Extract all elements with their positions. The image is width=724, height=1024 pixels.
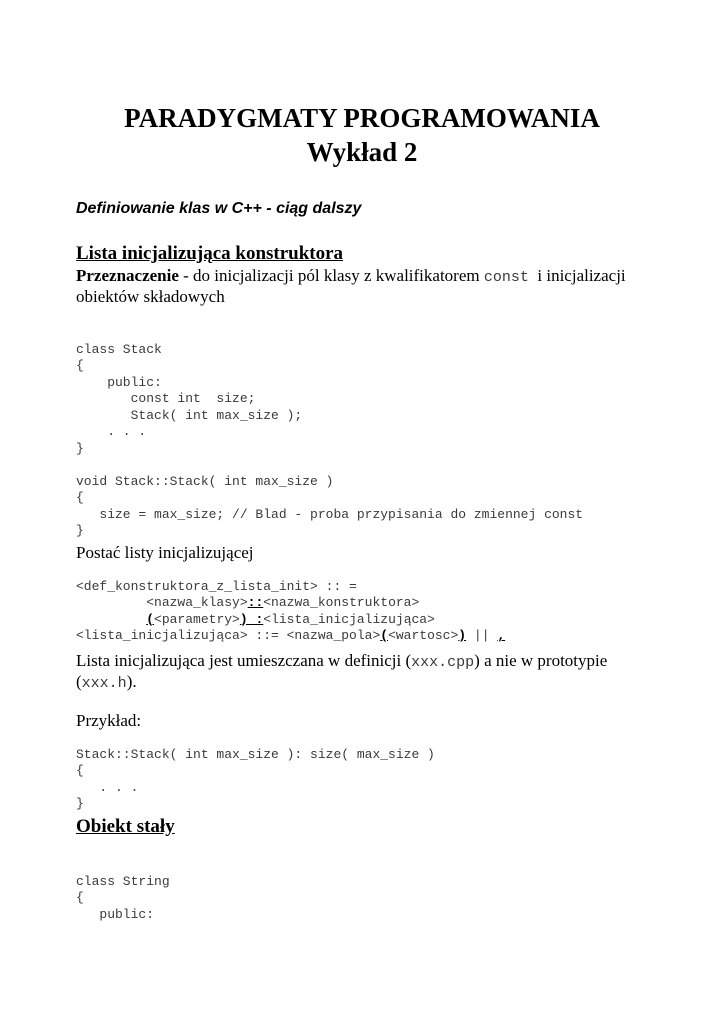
indent: [76, 612, 146, 627]
grammar-token-comma: ,: [497, 628, 506, 643]
note-code-h: xxx.h: [81, 675, 127, 692]
note-paragraph-line2: [76, 671, 137, 694]
code-line: {: [76, 358, 84, 373]
code-line: class String: [76, 873, 170, 889]
note-paragraph: [76, 650, 607, 673]
grammar-token: <lista_inicjalizująca> ::= <nazwa_pola>: [76, 628, 381, 643]
code-line: const int size;: [76, 391, 256, 406]
code-line: }: [76, 440, 84, 456]
grammar-token: <nazwa_klasy>: [146, 595, 248, 610]
note-text: ) a nie w prototypie: [474, 651, 608, 670]
subtitle: Definiowanie klas w C++ - ciąg dalszy: [76, 200, 362, 217]
note-text: ).: [126, 672, 137, 691]
note-text: Lista inicjalizująca jest umieszczana w definicji (: [76, 651, 412, 670]
note-code-cpp: xxx.cpp: [411, 654, 475, 671]
code-line: }: [76, 523, 84, 538]
page-title: PARADYGMATY PROGRAMOWANIA: [124, 103, 600, 133]
section-heading-const-object: Obiekt stały: [76, 816, 175, 837]
code-block-class-stack: [76, 325, 302, 457]
grammar-token: <parametry>: [154, 611, 240, 627]
code-line: Stack( int max_size );: [76, 407, 303, 423]
grammar-token-scope: ::: [247, 595, 264, 610]
code-line: }: [76, 796, 84, 811]
section-heading-initializer-list: Lista inicjalizująca konstruktora: [76, 243, 344, 264]
grammar-token: <lista_inicjalizująca>: [263, 611, 435, 627]
code-line: public:: [76, 374, 162, 390]
code-line: Stack::Stack( int max_size ): size( max_size ): [76, 746, 435, 762]
code-line: {: [76, 490, 84, 505]
code-block-class-string: [76, 857, 170, 923]
purpose-label: Przeznaczenie: [76, 266, 179, 285]
code-line: public:: [76, 906, 155, 922]
code-line: {: [76, 763, 84, 778]
grammar-line-2: [76, 595, 505, 612]
grammar-intro: Postać listy inicjalizującej: [76, 543, 254, 562]
indent: [76, 595, 146, 610]
code-line: size = max_size; // Blad - proba przypisania do zmiennej const: [76, 506, 584, 522]
grammar-line-3: [76, 612, 505, 629]
grammar-token-paren: (: [146, 611, 155, 627]
purpose-paragraph: [76, 265, 626, 288]
purpose-text-end: i inicjalizacji: [528, 266, 626, 285]
grammar-token: <nazwa_konstruktora>: [263, 595, 420, 610]
code-line: void Stack::Stack( int max_size ): [76, 473, 334, 489]
code-line: . . .: [76, 424, 147, 439]
grammar-line-4: [76, 628, 505, 645]
grammar-block: [76, 562, 505, 645]
lecture-number: Wykład 2: [306, 137, 418, 167]
note-text: (: [76, 672, 82, 691]
grammar-token-or: ||: [466, 628, 498, 643]
purpose-text: - do inicjalizacji pól klasy z kwalifikatorem: [178, 266, 484, 285]
code-line: . . .: [76, 779, 139, 795]
code-line: class Stack: [76, 341, 162, 357]
grammar-line-1: <def_konstruktora_z_lista_init> :: =: [76, 578, 357, 594]
grammar-token-paren: (: [380, 628, 389, 643]
grammar-token-colon: ) :: [239, 611, 264, 627]
purpose-paragraph-line2: obiektów składowych: [76, 287, 225, 306]
grammar-token-paren: ): [458, 628, 467, 643]
purpose-code: const: [483, 269, 529, 286]
grammar-token: <wartosc>: [388, 628, 459, 643]
code-line: {: [76, 890, 84, 905]
example-label: Przykład:: [76, 711, 142, 730]
code-block-example: [76, 730, 435, 813]
code-block-constructor-error: [76, 457, 583, 540]
